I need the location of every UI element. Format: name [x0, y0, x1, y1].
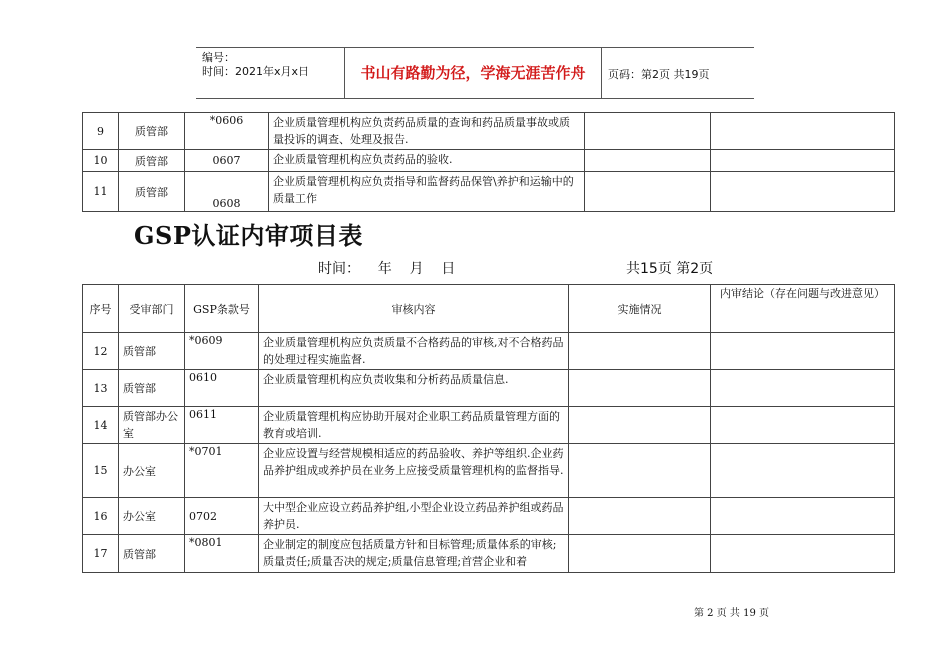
audit-table — [82, 284, 895, 573]
pages-line: 共15页 第2页 — [626, 261, 714, 277]
row-number: 9 — [83, 113, 119, 150]
table-row — [83, 370, 895, 407]
row-number: 14 — [83, 407, 119, 444]
table-row — [83, 172, 895, 212]
row-code: *0801 — [185, 535, 259, 573]
row-dept: 质管部 — [119, 172, 185, 212]
row-dept: 质管部 — [119, 370, 185, 407]
row-status-cell — [569, 498, 711, 535]
row-code: 0611 — [185, 407, 259, 444]
table-row — [83, 333, 895, 370]
row-dept: 质管部办公室 — [119, 407, 185, 444]
row-content: 企业应设置与经营规模相适应的药品验收、养护等组织.企业药品养护组成或养护员在业务上应接受质量管理机构的监督指导. — [259, 444, 569, 498]
row-number: 15 — [83, 444, 119, 498]
row-content: 企业质量管理机构应负责药品质量的查询和药品质量事故或质量投诉的调查、处理及报告. — [269, 113, 585, 150]
page-header — [196, 47, 754, 99]
row-conclusion-cell — [711, 113, 895, 150]
row-code: 0610 — [185, 370, 259, 407]
table-row — [83, 150, 895, 172]
row-number: 13 — [83, 370, 119, 407]
header-no: 序号 — [83, 285, 119, 333]
row-code: 0608 — [185, 172, 269, 212]
header-dept: 受审部门 — [119, 285, 185, 333]
row-content: 企业质量管理机构应负责指导和监督药品保管\养护和运输中的质量工作 — [269, 172, 585, 212]
header-number-label: 编号： — [202, 51, 235, 64]
row-status-cell — [569, 370, 711, 407]
row-content: 企业质量管理机构应负责收集和分析药品质量信息. — [259, 370, 569, 407]
row-status-cell — [585, 172, 711, 212]
row-status-cell — [585, 150, 711, 172]
table-row — [83, 444, 895, 498]
row-status-cell — [569, 333, 711, 370]
row-content: 企业质量管理机构应负责药品的验收. — [269, 150, 585, 172]
row-status-cell — [585, 113, 711, 150]
row-code: *0701 — [185, 444, 259, 498]
header-motto: 书山有路勤为径，学海无涯苦作舟 — [344, 48, 602, 98]
row-status-cell — [569, 535, 711, 573]
header-code: GSP条款号 — [185, 285, 259, 333]
row-content: 企业制定的制度应包括质量方针和目标管理;质量体系的审核;质量责任;质量否决的规定;质量信息管理;首营企业和着 — [259, 535, 569, 573]
header-page-info: 页码：第2页 共19页 — [608, 68, 710, 81]
row-status-cell — [569, 407, 711, 444]
row-content: 企业质量管理机构应协助开展对企业职工药品质量管理方面的教育或培训. — [259, 407, 569, 444]
row-dept: 办公室 — [119, 444, 185, 498]
table-row — [83, 498, 895, 535]
document-title: GSP认证内审项目表 — [134, 221, 363, 250]
row-number: 16 — [83, 498, 119, 535]
table-continuation — [82, 112, 895, 212]
row-code: 0607 — [185, 150, 269, 172]
header-content: 审核内容 — [259, 285, 569, 333]
row-dept: 办公室 — [119, 498, 185, 535]
row-code: 0702 — [185, 498, 259, 535]
header-time-label: 时间：2021年x月x日 — [202, 65, 310, 78]
table-row — [83, 535, 895, 573]
row-conclusion-cell — [711, 333, 895, 370]
row-number: 12 — [83, 333, 119, 370]
header-conclusion: 内审结论（存在问题与改进意见） — [711, 285, 895, 333]
row-conclusion-cell — [711, 150, 895, 172]
row-conclusion-cell — [711, 172, 895, 212]
row-number: 10 — [83, 150, 119, 172]
row-conclusion-cell — [711, 407, 895, 444]
time-line: 时间： 年 月 日 — [318, 261, 456, 277]
row-content: 大中型企业应设立药品养护组,小型企业设立药品养护组或药品养护员. — [259, 498, 569, 535]
row-dept: 质管部 — [119, 150, 185, 172]
row-dept: 质管部 — [119, 333, 185, 370]
row-conclusion-cell — [711, 535, 895, 573]
header-status: 实施情况 — [569, 285, 711, 333]
row-status-cell — [569, 444, 711, 498]
page-footer: 第 2 页 共 19 页 — [694, 608, 769, 619]
row-dept: 质管部 — [119, 535, 185, 573]
row-conclusion-cell — [711, 444, 895, 498]
row-code: *0606 — [185, 113, 269, 150]
row-conclusion-cell — [711, 370, 895, 407]
table-row — [83, 407, 895, 444]
table-row — [83, 113, 895, 150]
row-number: 17 — [83, 535, 119, 573]
header-meta — [202, 51, 309, 79]
table-header-row — [83, 285, 895, 333]
row-conclusion-cell — [711, 498, 895, 535]
row-content: 企业质量管理机构应负责质量不合格药品的审核,对不合格药品的处理过程实施监督. — [259, 333, 569, 370]
row-number: 11 — [83, 172, 119, 212]
row-code: *0609 — [185, 333, 259, 370]
row-dept: 质管部 — [119, 113, 185, 150]
